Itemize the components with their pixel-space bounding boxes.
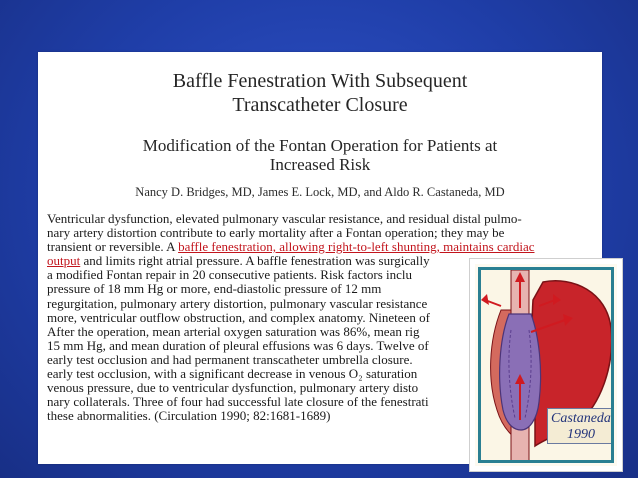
article-authors: Nancy D. Bridges, MD, James E. Lock, MD, and Aldo R. Castaneda, MD: [135, 185, 505, 199]
article-title-line2: Transcatheter Closure: [232, 94, 408, 116]
abstract-line: these abnormalities. (Circulation 1990; 82:1681-1689): [47, 409, 331, 424]
abstract-text-segment: and limits right atrial pressure. A baffle fenestration was surgically: [80, 254, 430, 269]
pulmonary-arrow-head: [481, 294, 489, 305]
abstract-line: nary artery distortion contribute to early mortality after a Fontan operation; they may be: [47, 226, 505, 241]
abstract-line: nary collaterals. Three of four had successful late closure of the fenestrati: [47, 395, 429, 410]
abstract-line: After the operation, mean arterial oxygen saturation was 86%, mean rig: [47, 324, 420, 339]
fenestration-diagram-inset: [470, 259, 622, 471]
abstract-line: a modified Fontan repair in 20 consecutive patients. Risk factors inclu: [47, 268, 412, 283]
abstract-line: Ventricular dysfunction, elevated pulmonary vascular resistance, and residual distal pulmo-: [47, 212, 522, 226]
highlighted-phrase: baffle fenestration, allowing right-to-left shunting, maintains cardiac: [178, 240, 535, 255]
diagram-frame: [478, 267, 614, 463]
abstract-line: regurgitation, pulmonary artery distortion, pulmonary vascular resistance: [47, 296, 428, 311]
abstract-line: pressure of 18 mm Hg or more, end-diastolic pressure of 12 mm: [47, 282, 382, 297]
article-subtitle-line1: Modification of the Fontan Operation for Patients at: [142, 136, 498, 155]
abstract-line: 15 mm Hg, and mean duration of pleural effusions was 6 days. Twelve of: [47, 338, 429, 353]
highlighted-phrase: output: [47, 254, 81, 269]
abstract-line: [47, 240, 595, 254]
credit-name: Castaneda: [551, 411, 611, 426]
article-title-line1: Baffle Fenestration With Subsequent: [172, 70, 468, 92]
abstract-line: early test occlusion, with a significant decrease in venous O₂ saturation: [47, 367, 418, 382]
article-subtitle-line2: Increased Risk: [269, 155, 371, 174]
abstract-line: venous pressure, due to ventricular dysfunction, pulmonary artery disto: [47, 381, 419, 396]
abstract-line: more, ventricular outflow obstruction, and complex anatomy. Nineteen of: [47, 310, 430, 325]
credit-year: 1990: [567, 427, 595, 442]
abstract-line: early test occlusion and had permanent transcatheter umbrella closure.: [47, 352, 413, 367]
illustration-credit-label: [547, 408, 614, 444]
abstract-text-segment: transient or reversible. A: [47, 240, 179, 255]
